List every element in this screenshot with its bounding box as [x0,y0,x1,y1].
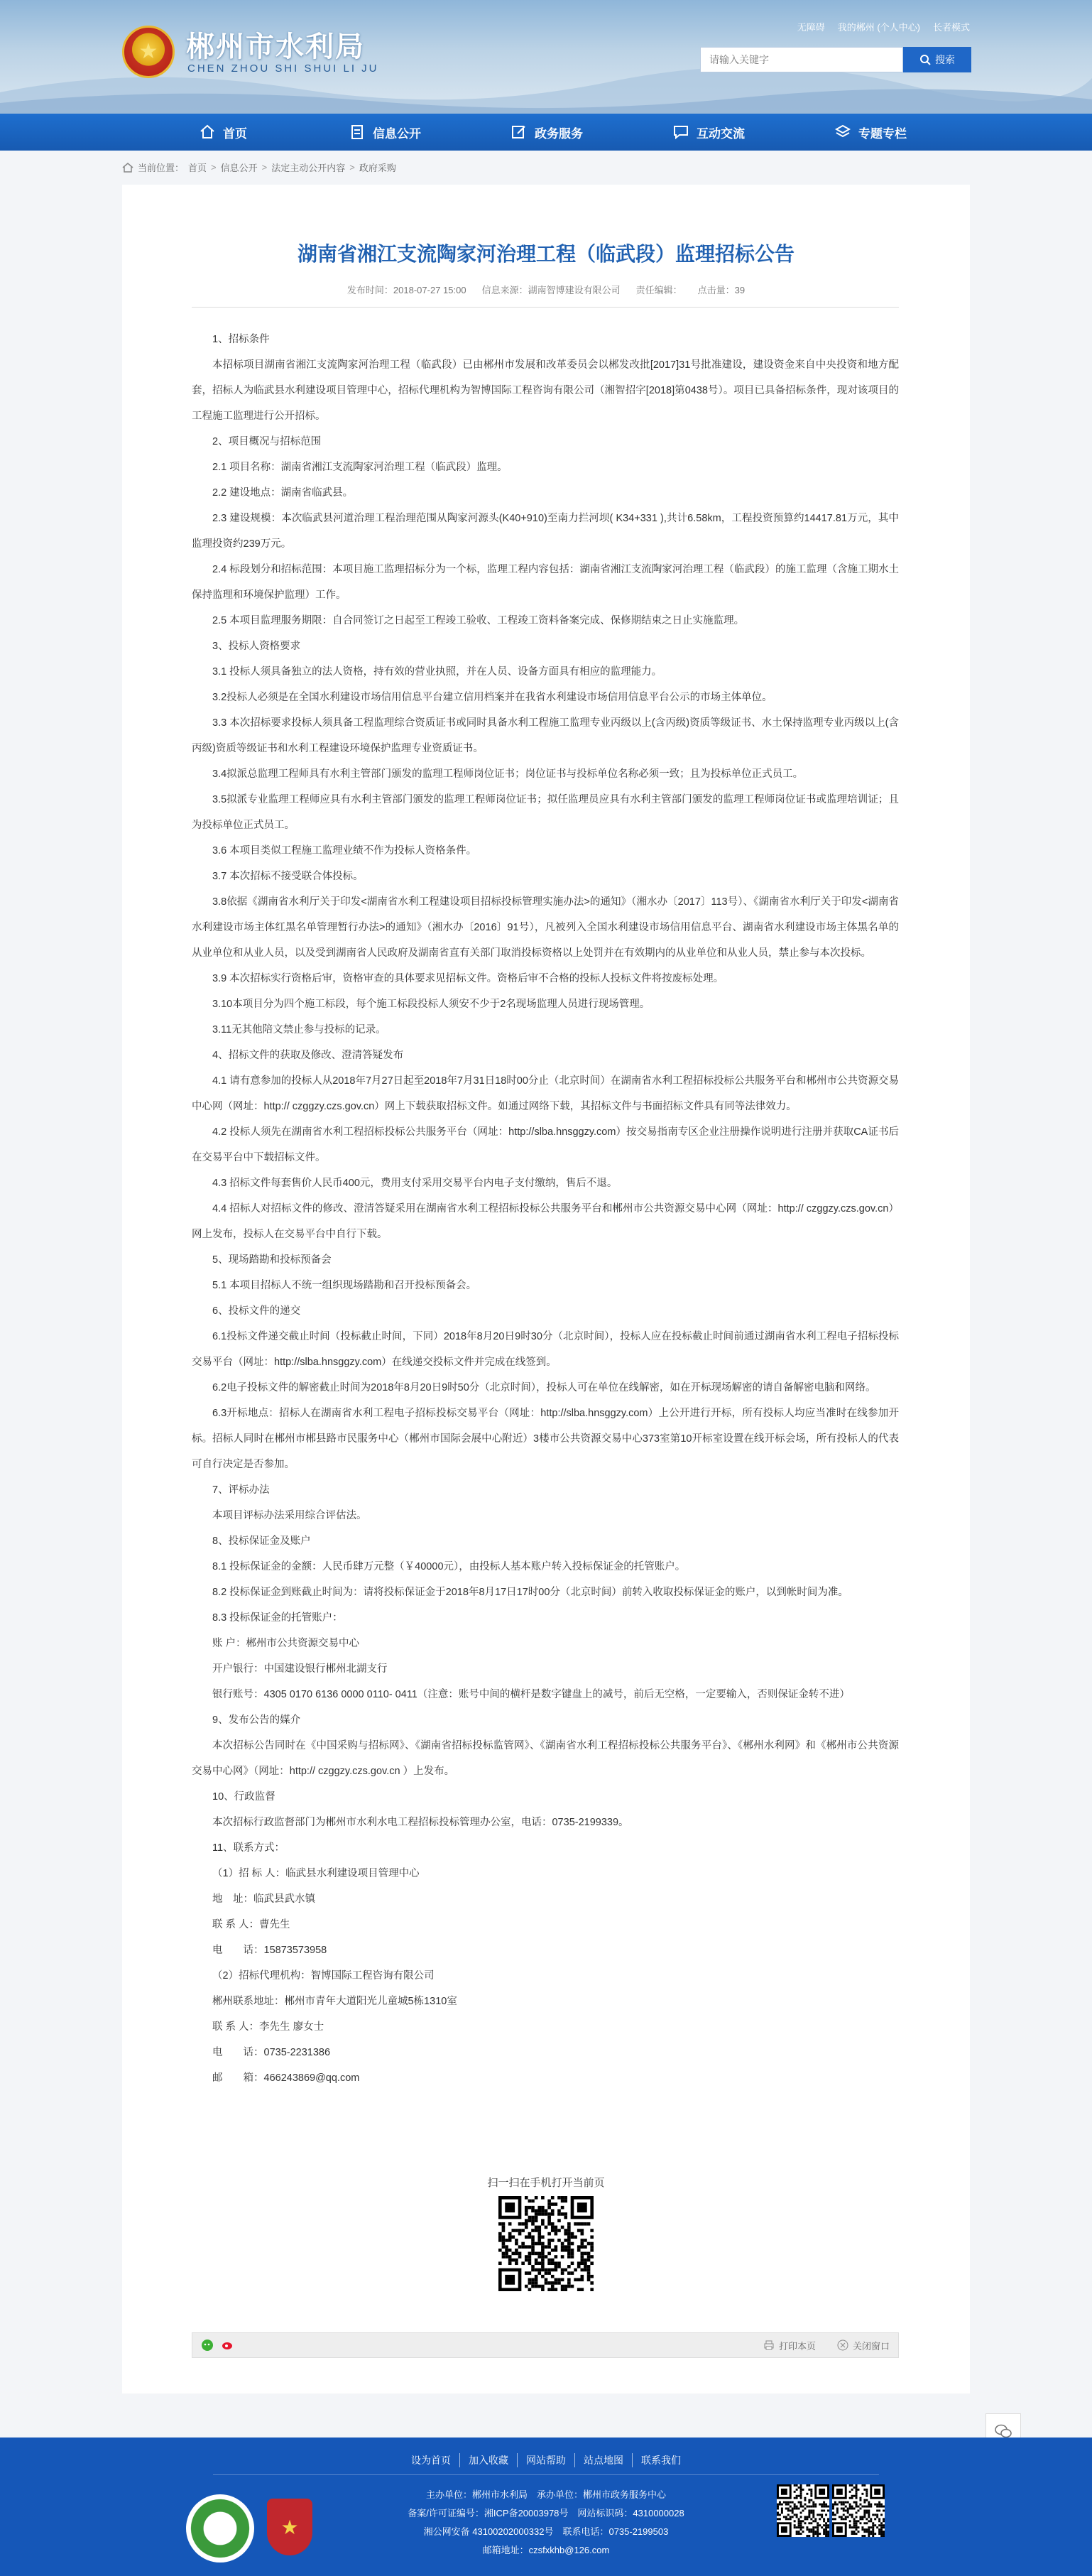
footer-icp: 备案/许可证编号：湘ICP备20003978号 网站标识码：4310000028 [408,2508,684,2518]
article-paragraph: 郴州联系地址：郴州市青年大道阳光儿童城5栋1310室 [212,1996,457,2007]
top-link-accessibility[interactable]: 无障碍 [797,22,825,33]
search-icon [919,54,931,65]
breadcrumb-item-statutory[interactable]: 法定主动公开内容 [271,163,346,173]
article-paragraph: 电 话：0735-2231386 [212,2047,331,2058]
article-paragraph: 银行账号：4305 0170 6136 0000 0110- 0411（注意：账号中间的横杆是数字键盘上的减号，前后无空格，一定要输入，否则保证金转不进） [212,1689,850,1700]
site-name: 郴州市水利局 [186,31,365,63]
article-paragraph: 邮 箱：466243869@qq.com [212,2072,360,2084]
article-paragraph: 4.3 招标文件每套售价人民币400元，费用支付采用交易平台内电子支付缴纳，售后不退。 [212,1178,618,1189]
nav-item-label: 互动交流 [697,126,745,141]
article-paragraph: 10、行政监督 [212,1791,275,1803]
top-link-personal-center[interactable]: 我的郴州 (个人中心) [837,22,920,33]
footer-link-sitemap[interactable]: 站点地图 [575,2453,633,2467]
site-name-english: CHEN ZHOU SHI SHUI LI JU [187,63,379,75]
footer-police-record: 湘公网安备 43100202000332号 联系电话：0735-2199503 [423,2526,669,2537]
site-footer [0,2438,1092,2576]
close-icon [837,2339,848,2351]
article-paragraph: （2）招标代理机构：智博国际工程咨询有限公司 [212,1970,435,1982]
article-paragraph: 1、招标条件 [212,334,270,345]
article-paragraph: 4.4 招标人对招标文件的修改、澄清答疑采用在湖南省水利工程招标投标公共服务平台和郴州市公共资源交易中心网（网址：http:// czggzy.czs.gov.cn）网上发布，投标人在交易平台中自行下载。 [192,1203,899,1240]
close-window-button[interactable] [837,2339,890,2352]
article-paragraph: 3.1 投标人须具备独立的法人资格，持有效的营业执照，并在人员、设备方面具有相应的监理能力。 [212,666,662,678]
info-source: 信息来源：湖南智博建设有限公司 [481,285,621,295]
footer-link-bookmark[interactable]: 加入收藏 [460,2453,518,2467]
breadcrumb-item-procurement[interactable]: 政府采购 [359,163,396,173]
top-link-elder-mode[interactable]: 长者模式 [932,22,970,33]
article-paragraph: 6.2电子投标文件的解密截止时间为2018年8月20日9时50分（北京时间），投标人可在单位在线解密，如在开标现场解密的请自备解密电脑和网络。 [212,1382,876,1393]
print-label: 打印本页 [778,2340,816,2352]
breadcrumb-item-info[interactable]: 信息公开 [220,163,258,173]
weibo-share-icon[interactable] [221,2339,234,2352]
article-paragraph: 5.1 本项目招标人不统一组织现场踏勘和召开投标预备会。 [212,1280,477,1291]
article-paragraph: 2.2 建设地点：湖南省临武县。 [212,487,354,499]
footer-link-help[interactable]: 网站帮助 [518,2453,575,2467]
breadcrumb-separator: > [261,162,268,173]
article-meta [122,283,970,296]
nav-item-info-disclosure[interactable] [304,114,466,151]
home-icon [199,124,216,141]
article-paragraph: 3.10本项目分为四个施工标段，每个施工标段投标人须安不少于2名现场监理人员进行现场管理。 [212,999,650,1010]
article-paragraph: 6.1投标文件递交截止时间（投标截止时间，下同）2018年8月20日9时30分（北京时间），投标人应在投标截止时间前通过湖南省水利工程电子招标投标交易平台（网址：http://slba.hnsggzy.com）在线递交投标文件并完成在线签到。 [192,1331,899,1368]
article-paragraph: 3.3 本次招标要求投标人须具备工程监理综合资质证书或同时具备水利工程施工监理专业丙级以上(含丙级)资质等级证书、水土保持监理专业丙级以上(含丙级)资质等级证书和水利工程建设环境保护监理专业资质证书。 [192,717,899,754]
article-paragraph: 3.11无其他陪文禁止参与投标的记录。 [212,1024,386,1036]
article-paragraph: 8.2 投标保证金到账截止时间为：请将投标保证金于2018年8月17日17时00分（北京时间）前转入收取投标保证金的账户，以到帐时间为准。 [212,1587,848,1598]
responsible-editor: 责任编辑： [635,285,682,295]
chat-icon [672,124,689,141]
article-paragraph: 2、项目概况与招标范围 [212,436,322,447]
article-paragraph: 2.3 建设规模：本次临武县河道治理工程治理范围从陶家河源头(K40+910)至南力拦河坝( K34+331 ),共计6.58km，工程投资预算约14417.81万元，其中监理投资约239万元。 [192,513,899,550]
title-divider [192,307,899,308]
breadcrumb [122,161,396,174]
page-title: 湖南省湘江支流陶家河治理工程（临武段）监理招标公告 [297,243,795,265]
article-paragraph: 开户银行：中国建设银行郴州北湖支行 [212,1663,388,1675]
article-paragraph: 3.7 本次招标不接受联合体投标。 [212,871,364,882]
wechat-share-icon[interactable] [201,2339,214,2352]
page-qr-code [498,2196,594,2291]
home-icon [122,163,133,173]
footer-email: 邮箱地址：czsfxkhb@126.com [482,2545,610,2555]
article-paragraph: 2.5 本项目监理服务期限：自合同签订之日起至工程竣工验收、工程竣工资料备案完成、保修期结束之日止实施监理。 [212,615,745,626]
breadcrumb-item-home[interactable]: 首页 [188,163,207,173]
footer-organizer: 主办单位：郴州市水利局 承办单位：郴州市政务服务中心 [425,2489,666,2500]
article-paragraph: 6、投标文件的递交 [212,1305,301,1317]
publish-time: 发布时间：2018-07-27 15:00 [346,285,466,295]
main-nav [0,114,1092,151]
nav-item-gov-services[interactable] [466,114,628,151]
nav-item-interaction[interactable] [628,114,790,151]
site-header [0,0,1092,114]
article-paragraph: 2.4 标段划分和招标范围：本项目施工监理招标分为一个标，监理工程内容包括：湖南省湘江支流陶家河治理工程（临武段）的施工监理（含施工期水土保持监理和环境保护监理）工作。 [192,564,899,601]
click-count: 点击量：39 [697,285,746,295]
footer-qr-code-wechat [777,2484,829,2537]
breadcrumb-separator: > [211,162,217,173]
footer-divider [213,2474,879,2475]
breadcrumb-separator: > [349,162,355,173]
article-paragraph: 3.8依据《湖南省水利厅关于印发<湖南省水利工程建设项目招标投标管理实施办法>的通知》（湘水办〔2017〕113号）、《湖南省水利厅关于印发<湖南省水利建设市场主体红黑名单管理暂行办法>的通知》（湘水办〔2016〕91号），凡被列入全国水利建设市场信用信息平台、湖南省水利建设市场主体黑名单的从业单位和从业人员，以及受到湖南省人民政府及湖南省直有关部门取消投标资格以上处罚并在有效期内的从业单位和从业人员，禁止参与本次投标。 [192,896,899,959]
article-paragraph: 3.6 本项目类似工程施工监理业绩不作为投标人资格条件。 [212,845,477,857]
article-paragraph: 6.3开标地点：招标人在湖南省水利工程电子招标投标交易平台（网址：http://slba.hnsggzy.com）上公开进行开标，所有投标人均应当准时在线参加开标。招标人同时在郴州市郴县路市民服务中心（郴州市国际会展中心附近）3楼市公共资源交易中心373室第10开标室设置在线开标会场，所有投标人的代表可自行决定是否参加。 [192,1408,899,1470]
article-paragraph: 8.3 投标保证金的托管账户： [212,1612,343,1624]
article-paragraph: 3.2投标人必须是在全国水利建设市场信用信息平台建立信用档案并在我省水利建设市场信用信息平台公示的市场主体单位。 [212,692,772,703]
search-input[interactable] [700,47,903,72]
article-paragraph: 本次招标公告同时在《中国采购与招标网》、《湖南省招标投标监管网》、《湖南省水利工程招标投标公共服务平台》、《郴州水利网》和《郴州市公共资源交易中心网》（网址：http:// czggzy.czs.gov.cn ）上发布。 [192,1740,899,1777]
national-emblem-logo [122,26,175,78]
article-paragraph: 5、现场踏勘和投标预备会 [212,1254,332,1266]
article-paragraph: 4.1 请有意参加的投标人从2018年7月27日起至2018年7月31日18时00分止（北京时间）在湖南省水利工程招标投标公共服务平台和郴州市公共资源交易中心网（网址：http:// czggzy.czs.gov.cn）网上下载获取招标文件。如通过网络下载，其招标文件与书面招标文件具有同等法律效力。 [192,1075,899,1112]
nav-item-label: 信息公开 [373,126,421,141]
qr-caption: 扫一扫在手机打开当前页 [487,2177,605,2189]
document-icon [349,124,366,141]
footer-links [0,2453,1092,2467]
printer-icon [763,2339,775,2351]
article-paragraph: 7、评标办法 [212,1484,270,1496]
article-paragraph: 本次招标行政监督部门为郴州市水利水电工程招标投标管理办公室，电话：0735-2199339。 [212,1817,629,1828]
article-toolbar [192,2332,899,2358]
search-button[interactable] [903,47,971,72]
close-window-label: 关闭窗口 [852,2340,890,2352]
breadcrumb-prefix: 当前位置： [138,163,185,173]
article-paragraph: 本招标项目湖南省湘江支流陶家河治理工程（临武段）已由郴州市发展和改革委员会以郴发改批[2017]31号批准建设，建设资金来自中央投资和地方配套，招标人为临武县水利建设项目管理中心，招标代理机构为智博国际工程咨询有限公司（湘智招字[2018]第0438号）。项目已具备招标条件，现对该项目的工程施工监理进行公开招标。 [192,359,899,422]
article-paragraph: 联 系 人：曹先生 [212,1919,290,1930]
article-paragraph: （1）招 标 人：临武县水利建设项目管理中心 [212,1868,420,1879]
article-paragraph: 3.9 本次招标实行资格后审，资格审查的具体要求见招标文件。资格后审不合格的投标人投标文件将按废标处理。 [212,973,724,984]
article-paragraph: 11、联系方式： [212,1842,285,1854]
nav-item-special-topics[interactable] [790,114,951,151]
layers-icon [834,124,851,141]
article-paragraph: 8、投标保证金及账户 [212,1536,311,1547]
nav-item-label: 专题专栏 [858,126,907,141]
police-badge-icon[interactable]: ★ [267,2499,312,2555]
article-paragraph: 联 系 人：李先生 廖女士 [212,2021,324,2033]
nav-item-label: 政务服务 [535,126,583,141]
print-button[interactable] [763,2339,816,2352]
footer-link-contact[interactable]: 联系我们 [641,2455,681,2466]
article-paragraph: 电 话：15873573958 [212,1945,327,1956]
article-paragraph: 9、发布公告的媒介 [212,1714,301,1726]
footer-link-set-homepage[interactable]: 设为首页 [403,2453,460,2467]
article-paragraph: 地 址：临武县武水镇 [212,1893,315,1905]
article-paragraph: 8.1 投标保证金的金额：人民币肆万元整（￥40000元），由投标人基本账户转入投标保证金的托管账户。 [212,1561,686,1572]
footer-qr-code-app [832,2484,885,2537]
nav-item-label: 首页 [223,126,247,141]
edit-icon [510,124,528,141]
search-button-label: 搜索 [935,54,955,65]
article-paragraph: 4.2 投标人须先在湖南省水利工程招标投标公共服务平台（网址：http://slba.hnsggzy.com）按交易指南专区企业注册操作说明进行注册并获取CA证书后在交易平台中下载招标文件。 [192,1126,899,1163]
nav-item-home[interactable] [142,114,304,151]
article-paragraph: 4、招标文件的获取及修改、澄清答疑发布 [212,1050,404,1061]
article-paragraph: 3.5拟派专业监理工程师应具有水利主管部门颁发的监理工程师岗位证书；拟任监理员应具有水利主管部门颁发的监理工程师岗位证书或监理培训证；且为投标单位正式员工。 [192,794,899,831]
article-paragraph: 3.4拟派总监理工程师具有水利主管部门颁发的监理工程师岗位证书；岗位证书与投标单位名称必须一致；且为投标单位正式员工。 [212,768,804,780]
article-body [192,327,899,2091]
article-paragraph: 3、投标人资格要求 [212,641,301,652]
article-paragraph: 2.1 项目名称：湖南省湘江支流陶家河治理工程（临武段）监理。 [212,462,508,473]
footer-info [0,2486,1092,2560]
top-links [797,20,970,33]
article-paragraph: 账 户：郴州市公共资源交易中心 [212,1638,360,1649]
article-paragraph: 本项目评标办法采用综合评估法。 [212,1510,367,1521]
